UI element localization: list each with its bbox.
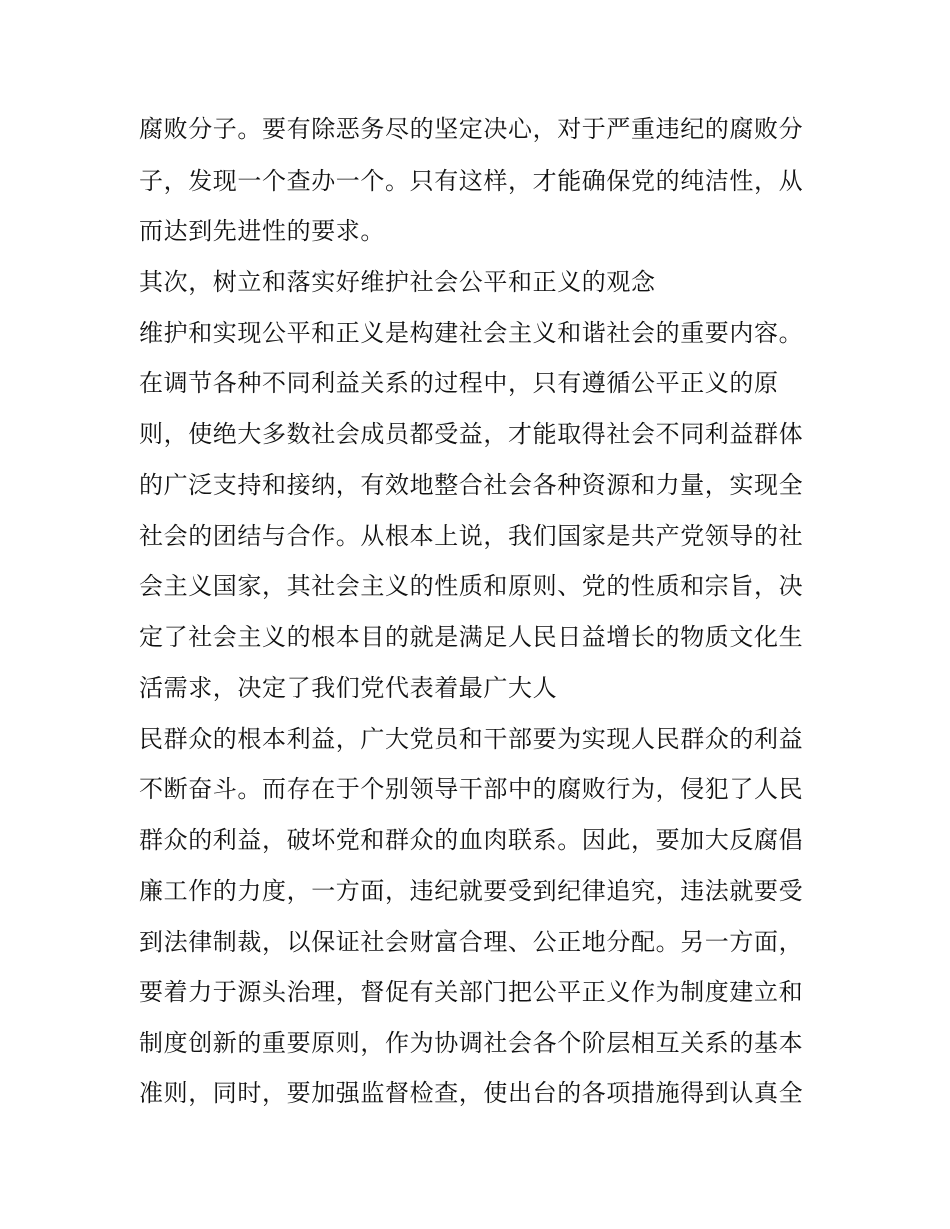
text-line: 腐败分子。要有除恶务尽的坚定决心，对于严重违纪的腐败分 xyxy=(139,115,804,143)
text-line: 的广泛支持和接纳，有效地整合社会各种资源和力量，实现全 xyxy=(139,471,804,499)
text-line: 群众的利益，破坏党和群众的血肉联系。因此，要加大反腐倡 xyxy=(139,826,804,854)
text-line: 制度创新的重要原则，作为协调社会各个阶层相互关系的基本 xyxy=(139,1029,804,1057)
text-line: 维护和实现公平和正义是构建社会主义和谐社会的重要内容。 xyxy=(139,319,804,347)
text-line: 会主义国家，其社会主义的性质和原则、党的性质和宗旨，决 xyxy=(139,572,804,600)
section-heading: 其次，树立和落实好维护社会公平和正义的观念 xyxy=(139,268,656,296)
text-line: 社会的团结与合作。从根本上说，我们国家是共产党领导的社 xyxy=(139,522,804,550)
text-line: 定了社会主义的根本目的就是满足人民日益增长的物质文化生 xyxy=(139,623,804,651)
text-line: 准则，同时，要加强监督检查，使出台的各项措施得到认真全 xyxy=(139,1079,804,1107)
text-line: 活需求，决定了我们党代表着最广大人 xyxy=(139,674,558,702)
text-line: 在调节各种不同利益关系的过程中，只有遵循公平正义的原 xyxy=(139,369,779,397)
text-line: 而达到先进性的要求。 xyxy=(139,217,385,245)
text-line: 到法律制裁，以保证社会财富合理、公正地分配。另一方面， xyxy=(139,928,804,956)
text-line: 不断奋斗。而存在于个别领导干部中的腐败行为，侵犯了人民 xyxy=(139,775,804,803)
text-line: 民群众的根本利益，广大党员和干部要为实现人民群众的利益 xyxy=(139,725,804,753)
text-line: 廉工作的力度，一方面，违纪就要受到纪律追究，违法就要受 xyxy=(139,877,804,905)
text-line: 则，使绝大多数社会成员都受益，才能取得社会不同利益群体 xyxy=(139,420,804,448)
text-line: 子，发现一个查办一个。只有这样，才能确保党的纯洁性，从 xyxy=(139,167,804,195)
text-line: 要着力于源头治理，督促有关部门把公平正义作为制度建立和 xyxy=(139,978,804,1006)
